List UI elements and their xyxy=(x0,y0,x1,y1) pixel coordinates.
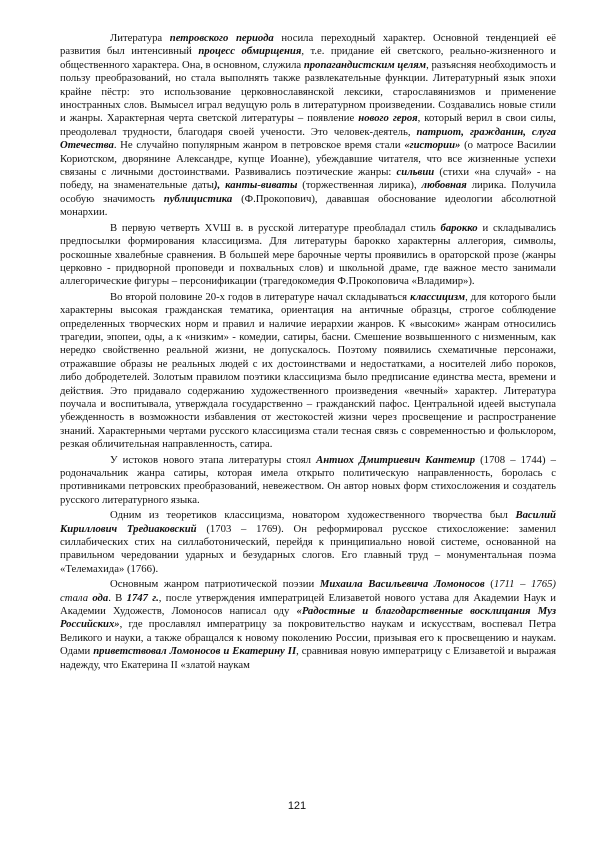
text-run: , разъясняя необходимость и пользу преобразований, но стала выполнять также развлекательные функции. Литературный язык эпохи крайне пёстр: это использование церковнославянской лексики, старославянизмов и применение иностранных слов. Вымысел играл ведущую роль в литературном произведении. Создавались новые стили и жанры. Характерная черта светской литературы – появление xyxy=(60,58,557,125)
paragraph-classicism xyxy=(60,291,556,452)
paragraph-trediakovsky xyxy=(60,509,556,576)
paragraph-lomonosov xyxy=(60,578,556,672)
text-run: Основным жанром патриотической поэзии xyxy=(110,578,320,591)
emphasis-term: барокко xyxy=(440,221,478,234)
emphasis-term: петровского периода xyxy=(169,32,274,44)
text-run: , сравнивая новую императрицу с Елизаветой и выражая надежду, что Екатерина II «златой наукам xyxy=(60,645,556,671)
emphasis-term: Михаила Васильевича Ломоносов xyxy=(319,578,485,591)
emphasis-term: пропагандистским целям xyxy=(303,58,427,71)
emphasis-term: Антиох Дмитриевич Кантемир xyxy=(316,453,476,466)
text-run: лирика. Получила особую значимость xyxy=(60,179,556,205)
text-run: . В xyxy=(108,591,127,604)
emphasis-term: патриот, гражданин, слуга Отечества xyxy=(60,125,556,152)
emphasis-term: любовная xyxy=(421,179,467,192)
emphasis-term: классицизм xyxy=(410,290,466,303)
page-number: 121 xyxy=(287,800,307,812)
emphasis-term: публицистика xyxy=(163,192,233,205)
emphasis-term: Василий Кириллович Тредиаковский xyxy=(60,509,556,535)
emphasis-term: сильвии xyxy=(396,166,435,179)
emphasis-term: ), канты-виваты xyxy=(214,179,298,192)
text-run: Во второй половине 20-х годов в литературе начал складываться xyxy=(110,290,411,303)
text-run: и складывались предпосылки формирования классицизма. Для литературы барокко характерны аллегория, символы, роскошные хвалебные сравнения. В большей мере барочные черты проявились в ораторской прозе (жанры церковно - придворной проповеди и похвальных слов) и школьной драме, где важное место занимали аллегорические фигуры – персонификации (трагедокомедия Ф.Прокоповича «Владимир»). xyxy=(60,221,556,288)
text-run: , для которого были характерны высокая гражданская тематика, ориентация на античные образцы, строгое соблюдение определенных творческих норм и правил и наличие иерархии жанров. К «высоким» жанрам относились трагедии, эпопеи, оды, а к «низким» - комедии, сатиры, басни. Смешение возвышенного с низменным, как нередко свойственно реальной жизни, не допускалось. Поэтому появились схематичные персонажи, отражавшие образы не реальных людей с их достоинствами и недостатками, а носителей либо пороков, либо добродетелей. Золотым правилом поэтики классицизма было предписание единства места, времени и действия. Это придавало содержанию художественного произведения «вечный» характер. Литература поучала и воспитывала, утверждала государственно – гражданский пафос. Центральной идеей выступала убежденность в возможности избавления от жестокостей жизни через просвещение и распространение знаний. Характерными чертами русского классицизма стали тесная связь с современностью и фольклором, резкая обличительная направленность, сатира. xyxy=(60,290,556,451)
text-run: (1708 – 1744) – родоначальник жанра сатиры, которая имела открыто политическую направленность, боролась с противниками петровских преобразований, невежеством. Он автор новых форм стихосложения и создатель русского литературного языка. xyxy=(60,453,556,506)
text-run: Литература xyxy=(110,32,170,44)
emphasis-term: 1747 г. xyxy=(126,591,159,604)
text-run: (1703 – 1769). Он реформировал русское стихосложение: заменил силлабических стих на силлаботонический, перейдя к принципиально новой системе, основанной на правильном чередовании ударных и безударных слогов. Его главный труд – монументальная поэма «Телемахида» (1766). xyxy=(60,522,556,575)
paragraph-baroque xyxy=(60,222,556,289)
text-run: У истоков нового этапа литературы стоял xyxy=(110,453,317,466)
text-run: , после утверждения императрицей Елизаветой нового устава для Академии Наук и Академии Художеств, Ломоносов написал оду xyxy=(60,591,556,618)
emphasis-term: ода xyxy=(92,591,109,604)
paragraph-petrine-literature xyxy=(60,32,556,220)
emphasis-term: «Радостные и благодарственные восклицания Муз Российских» xyxy=(60,605,556,631)
text-run: , который верил в свои силы, преодолевал трудности, благодаря своей учености. Это человек-деятель, xyxy=(60,112,556,138)
text-run: (торжественная лирика), xyxy=(297,179,422,192)
text-run: , т.е. придание ей светского, реально-жизненного и общественного характера. Она, в основном, служила xyxy=(60,45,556,71)
text-run: (о матросе Василии Кориотском, дворянине Александре, купце Иоанне), убеждавшие читателя, что все жизненные успехи связаны с личными достоинствами. Развивались поэтические жанры: xyxy=(60,139,556,179)
text-run: Одним из теоретиков классицизма, новатором художественного творчества был xyxy=(110,509,516,522)
emphasis-term: приветствовал Ломоносов и Екатерину II xyxy=(93,645,297,658)
text-run: носила переходный характер. Основной тенденцией её развития был интенсивный xyxy=(60,32,556,58)
text-run: В первую четверть ХVШ в. в русской литературе преобладал стиль xyxy=(110,221,441,234)
emphasis-term: процесс обмирщения xyxy=(198,45,302,58)
paragraph-kantemir xyxy=(60,454,556,508)
text-run: ( xyxy=(484,578,494,591)
emphasis-term: нового героя xyxy=(358,112,418,125)
emphasis-term: «гистории» xyxy=(404,139,461,152)
text-run: , где прославлял императрицу за покровительство наукам и искусствам, воспевал Петра Великого и науки, а также обращался к новому поколению России, призывая его к просвещению и наукам. Одами xyxy=(60,618,556,658)
italic-text: 1711 – 1765) стала xyxy=(60,578,556,604)
text-run: (стихи «на случай» - на победу, на знаменательные даты xyxy=(60,166,556,192)
text-run: . Не случайно популярным жанром в петровское время стали xyxy=(113,139,405,152)
text-run: (Ф.Прокопович), дававшая обоснование идеологии абсолютной монархии. xyxy=(60,192,556,219)
